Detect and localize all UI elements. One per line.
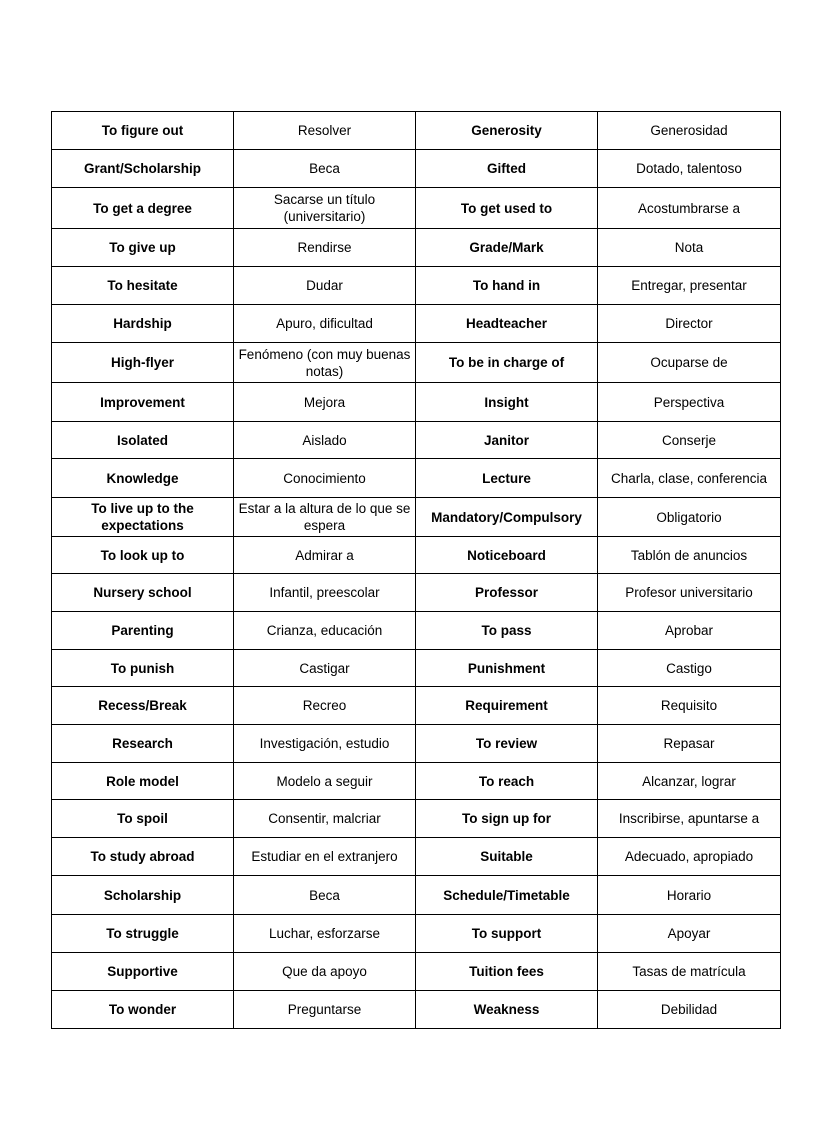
table-row (52, 305, 781, 343)
table-row (52, 915, 781, 953)
table-row (52, 229, 781, 267)
english-term: Recess/Break (52, 687, 234, 725)
spanish-translation: Conocimiento (234, 459, 416, 498)
english-term: To give up (52, 229, 234, 267)
spanish-translation: Recreo (234, 687, 416, 725)
spanish-translation: Estudiar en el extranjero (234, 838, 416, 876)
english-term: Knowledge (52, 459, 234, 498)
table-row (52, 687, 781, 725)
table-row (52, 876, 781, 915)
english-term: Scholarship (52, 876, 234, 915)
spanish-translation: Generosidad (598, 112, 781, 150)
english-term: To review (416, 725, 598, 763)
english-term: Headteacher (416, 305, 598, 343)
english-term: To hand in (416, 267, 598, 305)
spanish-translation: Rendirse (234, 229, 416, 267)
spanish-translation: Luchar, esforzarse (234, 915, 416, 953)
table-row (52, 343, 781, 383)
table-row (52, 112, 781, 150)
english-term: Nursery school (52, 574, 234, 612)
spanish-translation: Debilidad (598, 991, 781, 1029)
spanish-translation: Nota (598, 229, 781, 267)
english-term: Isolated (52, 422, 234, 459)
spanish-translation: Inscribirse, apuntarse a (598, 800, 781, 838)
spanish-translation: Tasas de matrícula (598, 953, 781, 991)
spanish-translation: Aislado (234, 422, 416, 459)
spanish-translation: Adecuado, apropiado (598, 838, 781, 876)
spanish-translation: Resolver (234, 112, 416, 150)
english-term: Supportive (52, 953, 234, 991)
spanish-translation: Ocuparse de (598, 343, 781, 383)
english-term: To spoil (52, 800, 234, 838)
table-row (52, 991, 781, 1029)
spanish-translation: Dotado, talentoso (598, 150, 781, 188)
vocabulary-table-body (52, 112, 781, 1029)
spanish-translation: Sacarse un título (universitario) (234, 188, 416, 229)
english-term: To wonder (52, 991, 234, 1029)
table-row (52, 763, 781, 800)
table-row (52, 574, 781, 612)
table-row (52, 650, 781, 687)
spanish-translation: Horario (598, 876, 781, 915)
english-term: Janitor (416, 422, 598, 459)
spanish-translation: Castigar (234, 650, 416, 687)
spanish-translation: Estar a la altura de lo que se espera (234, 498, 416, 537)
english-term: To hesitate (52, 267, 234, 305)
spanish-translation: Aprobar (598, 612, 781, 650)
table-row (52, 383, 781, 422)
table-row (52, 537, 781, 574)
spanish-translation: Admirar a (234, 537, 416, 574)
spanish-translation: Crianza, educación (234, 612, 416, 650)
english-term: Hardship (52, 305, 234, 343)
table-row (52, 422, 781, 459)
spanish-translation: Apuro, dificultad (234, 305, 416, 343)
spanish-translation: Infantil, preescolar (234, 574, 416, 612)
spanish-translation: Alcanzar, lograr (598, 763, 781, 800)
english-term: Noticeboard (416, 537, 598, 574)
english-term: Generosity (416, 112, 598, 150)
spanish-translation: Charla, clase, conferencia (598, 459, 781, 498)
spanish-translation: Perspectiva (598, 383, 781, 422)
table-row (52, 188, 781, 229)
english-term: To get used to (416, 188, 598, 229)
english-term: To punish (52, 650, 234, 687)
spanish-translation: Que da apoyo (234, 953, 416, 991)
english-term: To look up to (52, 537, 234, 574)
english-term: To pass (416, 612, 598, 650)
english-term: To reach (416, 763, 598, 800)
spanish-translation: Castigo (598, 650, 781, 687)
table-row (52, 498, 781, 537)
english-term: Parenting (52, 612, 234, 650)
english-term: Lecture (416, 459, 598, 498)
table-row (52, 838, 781, 876)
spanish-translation: Conserje (598, 422, 781, 459)
english-term: Requirement (416, 687, 598, 725)
english-term: To live up to the expectations (52, 498, 234, 537)
table-row (52, 612, 781, 650)
spanish-translation: Modelo a seguir (234, 763, 416, 800)
english-term: Role model (52, 763, 234, 800)
english-term: High-flyer (52, 343, 234, 383)
table-row (52, 267, 781, 305)
english-term: To study abroad (52, 838, 234, 876)
english-term: Tuition fees (416, 953, 598, 991)
english-term: Schedule/Timetable (416, 876, 598, 915)
spanish-translation: Repasar (598, 725, 781, 763)
english-term: Mandatory/Compulsory (416, 498, 598, 537)
english-term: Punishment (416, 650, 598, 687)
english-term: Suitable (416, 838, 598, 876)
spanish-translation: Apoyar (598, 915, 781, 953)
spanish-translation: Acostumbrarse a (598, 188, 781, 229)
spanish-translation: Director (598, 305, 781, 343)
spanish-translation: Beca (234, 150, 416, 188)
english-term: To struggle (52, 915, 234, 953)
spanish-translation: Mejora (234, 383, 416, 422)
spanish-translation: Consentir, malcriar (234, 800, 416, 838)
table-row (52, 953, 781, 991)
table-row (52, 459, 781, 498)
spanish-translation: Fenómeno (con muy buenas notas) (234, 343, 416, 383)
english-term: Grant/Scholarship (52, 150, 234, 188)
spanish-translation: Entregar, presentar (598, 267, 781, 305)
spanish-translation: Dudar (234, 267, 416, 305)
table-row (52, 800, 781, 838)
english-term: To sign up for (416, 800, 598, 838)
english-term: To be in charge of (416, 343, 598, 383)
english-term: To get a degree (52, 188, 234, 229)
english-term: Weakness (416, 991, 598, 1029)
spanish-translation: Preguntarse (234, 991, 416, 1029)
spanish-translation: Requisito (598, 687, 781, 725)
english-term: Gifted (416, 150, 598, 188)
english-term: Grade/Mark (416, 229, 598, 267)
spanish-translation: Investigación, estudio (234, 725, 416, 763)
english-term: To figure out (52, 112, 234, 150)
spanish-translation: Tablón de anuncios (598, 537, 781, 574)
spanish-translation: Obligatorio (598, 498, 781, 537)
english-term: Research (52, 725, 234, 763)
spanish-translation: Profesor universitario (598, 574, 781, 612)
vocabulary-table (51, 111, 781, 1029)
spanish-translation: Beca (234, 876, 416, 915)
english-term: Professor (416, 574, 598, 612)
english-term: Improvement (52, 383, 234, 422)
table-row (52, 725, 781, 763)
english-term: Insight (416, 383, 598, 422)
table-row (52, 150, 781, 188)
english-term: To support (416, 915, 598, 953)
